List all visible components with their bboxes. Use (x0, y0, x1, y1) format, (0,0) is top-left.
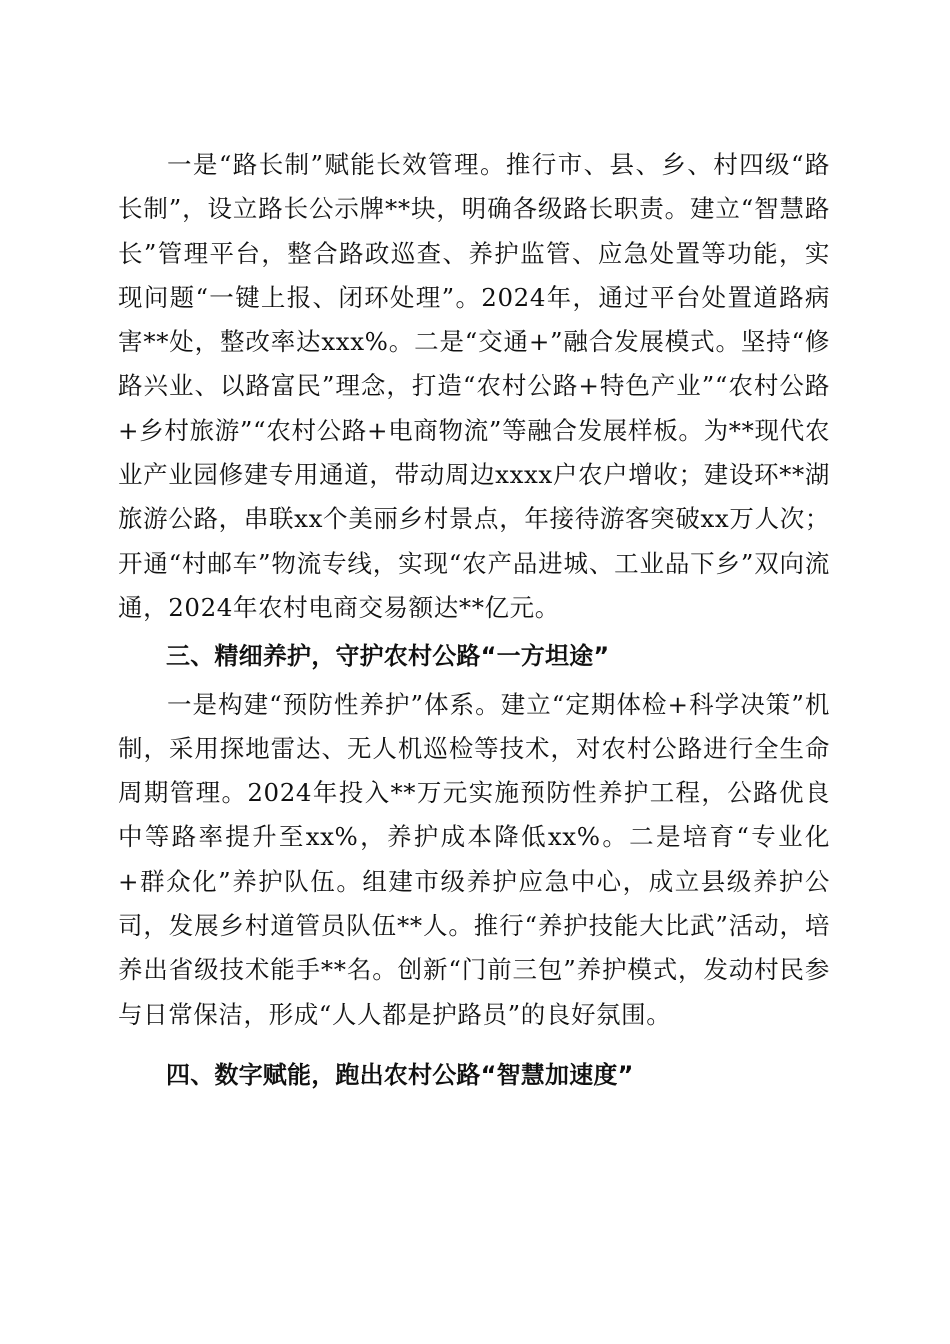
paragraph-preventive-maintenance: 一是构建“预防性养护”体系。建立“定期体检+科学决策”机制，采用探地雷达、无人机巡检等技术，对农村公路进行全生命周期管理。2024年投入**万元实施预防性养护工程，公路优良中等路率提升至xx%，养护成本降低xx%。二是培育“专业化+群众化”养护队伍。组建市级养护应急中心，成立县级养护公司，发展乡村道管员队伍**人。推行“养护技能大比武”活动，培养出省级技术能手**名。创新“门前三包”养护模式，发动村民参与日常保洁，形成“人人都是护路员”的良好氛围。 (118, 689, 830, 1029)
section-heading-digital: 四、数字赋能，跑出农村公路“智慧加速度” (166, 1060, 634, 1089)
document-body (118, 143, 830, 1097)
paragraph-road-chief-and-integration: 一是“路长制”赋能长效管理。推行市、县、乡、村四级“路长制”，设立路长公示牌**块，明确各级路长职责。建立“智慧路长”管理平台，整合路政巡查、养护监管、应急处置等功能，实现问题“一键上报、闭环处理”。2024年，通过平台处置道路病害**处，整改率达xxx%。二是“交通+”融合发展模式。坚持“修路兴业、以路富民”理念，打造“农村公路+特色产业”“农村公路+乡村旅游”“农村公路+电商物流”等融合发展样板。为**现代农业产业园修建专用通道，带动周边xxxx户农户增收；建设环**湖旅游公路，串联xx个美丽乡村景点，年接待游客突破xx万人次；开通“村邮车”物流专线，实现“农产品进城、工业品下乡”双向流通，2024年农村电商交易额达**亿元。 (118, 150, 830, 622)
section-heading-maintenance: 三、精细养护，守护农村公路“一方坦途” (166, 642, 610, 671)
